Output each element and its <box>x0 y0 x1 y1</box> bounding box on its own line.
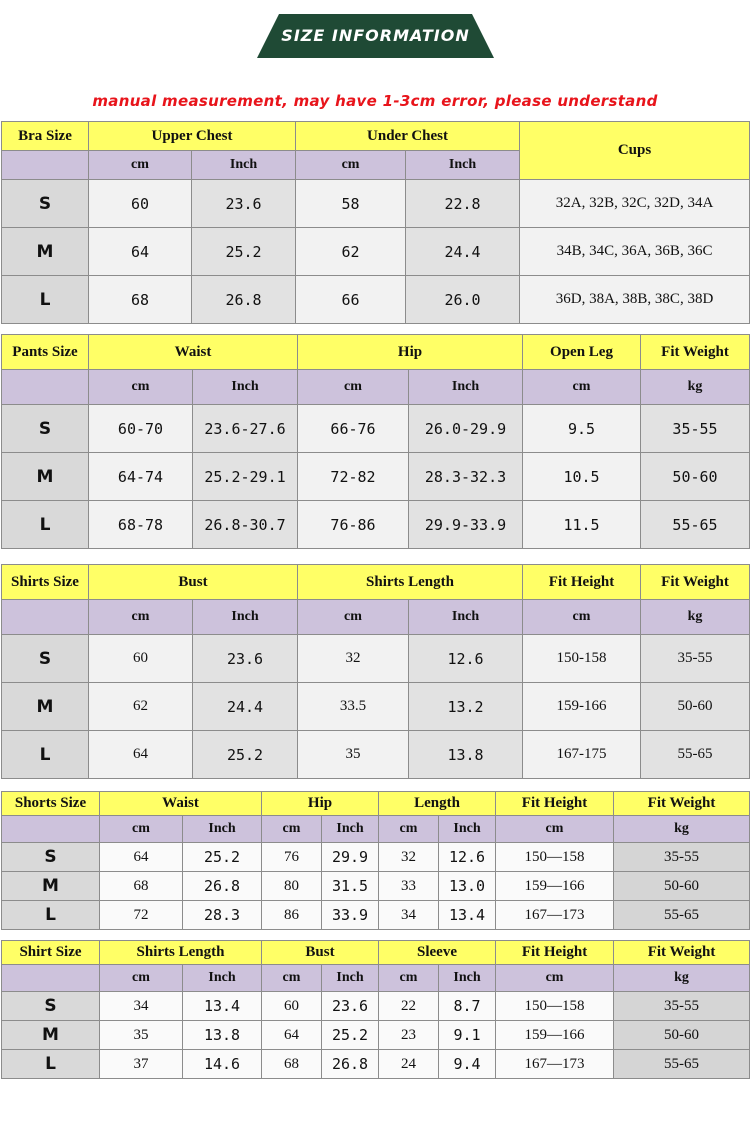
header-fit-weight: Fit Weight <box>641 335 750 370</box>
unit-cell: cm <box>296 151 406 180</box>
value-cell: 26.0-29.9 <box>409 405 523 453</box>
value-cell: 12.6 <box>439 843 496 872</box>
cups-cell: 32A, 32B, 32C, 32D, 34A <box>520 180 750 228</box>
value-cell: 32 <box>379 843 439 872</box>
value-cell: 60-70 <box>89 405 193 453</box>
value-cell: 34 <box>379 901 439 930</box>
unit-cell: cm <box>100 816 183 843</box>
value-cell: 25.2 <box>183 843 262 872</box>
value-cell: 13.4 <box>183 992 262 1021</box>
unit-cell: Inch <box>193 600 298 635</box>
size-label: S <box>2 180 89 228</box>
value-cell: 32 <box>298 635 409 683</box>
value-cell: 55-65 <box>614 1050 750 1079</box>
size-label: L <box>2 1050 100 1079</box>
header-waist: Waist <box>100 792 262 816</box>
unit-cell: cm <box>298 370 409 405</box>
unit-cell: cm <box>523 600 641 635</box>
value-cell: 13.8 <box>409 731 523 779</box>
unit-blank <box>2 816 100 843</box>
value-cell: 26.8-30.7 <box>193 501 298 549</box>
value-cell: 60 <box>262 992 322 1021</box>
value-cell: 29.9-33.9 <box>409 501 523 549</box>
value-cell: 23.6 <box>192 180 296 228</box>
value-cell: 159—166 <box>496 872 614 901</box>
unit-cell: cm <box>496 816 614 843</box>
header-fit-height: Fit Height <box>496 941 614 965</box>
header-shirts-size: Shirts Size <box>2 565 89 600</box>
value-cell: 68 <box>262 1050 322 1079</box>
table-row <box>2 843 750 872</box>
value-cell: 11.5 <box>523 501 641 549</box>
unit-cell: cm <box>262 816 322 843</box>
value-cell: 14.6 <box>183 1050 262 1079</box>
value-cell: 68 <box>89 276 192 324</box>
header-shirts-length: Shirts Length <box>298 565 523 600</box>
unit-blank <box>2 600 89 635</box>
table-row <box>2 635 750 683</box>
value-cell: 68-78 <box>89 501 193 549</box>
value-cell: 23 <box>379 1021 439 1050</box>
unit-cell: cm <box>100 965 183 992</box>
unit-cell: Inch <box>322 816 379 843</box>
value-cell: 55-65 <box>614 901 750 930</box>
value-cell: 9.4 <box>439 1050 496 1079</box>
header-cups: Cups <box>520 122 750 180</box>
value-cell: 35-55 <box>614 992 750 1021</box>
value-cell: 150—158 <box>496 843 614 872</box>
value-cell: 62 <box>89 683 193 731</box>
unit-cell: cm <box>89 600 193 635</box>
header-fit-weight: Fit Weight <box>614 792 750 816</box>
value-cell: 76-86 <box>298 501 409 549</box>
value-cell: 23.6-27.6 <box>193 405 298 453</box>
value-cell: 22 <box>379 992 439 1021</box>
table-row <box>2 872 750 901</box>
header-shirts-length: Shirts Length <box>100 941 262 965</box>
unit-cell: Inch <box>192 151 296 180</box>
table-row <box>2 180 750 228</box>
header-hip: Hip <box>298 335 523 370</box>
header-bust: Bust <box>89 565 298 600</box>
value-cell: 66-76 <box>298 405 409 453</box>
header-upper-chest: Upper Chest <box>89 122 296 151</box>
value-cell: 37 <box>100 1050 183 1079</box>
unit-cell: cm <box>379 965 439 992</box>
unit-cell: Inch <box>183 816 262 843</box>
value-cell: 64 <box>89 731 193 779</box>
header-fit-height: Fit Height <box>496 792 614 816</box>
value-cell: 72-82 <box>298 453 409 501</box>
value-cell: 64-74 <box>89 453 193 501</box>
unit-blank <box>2 965 100 992</box>
value-cell: 58 <box>296 180 406 228</box>
value-cell: 66 <box>296 276 406 324</box>
value-cell: 64 <box>100 843 183 872</box>
value-cell: 159-166 <box>523 683 641 731</box>
value-cell: 50-60 <box>641 453 750 501</box>
value-cell: 167—173 <box>496 1050 614 1079</box>
unit-cell: cm <box>89 370 193 405</box>
value-cell: 8.7 <box>439 992 496 1021</box>
table-row <box>2 992 750 1021</box>
header-under-chest: Under Chest <box>296 122 520 151</box>
value-cell: 60 <box>89 180 192 228</box>
value-cell: 150—158 <box>496 992 614 1021</box>
unit-cell: cm <box>298 600 409 635</box>
value-cell: 33.5 <box>298 683 409 731</box>
header-bust: Bust <box>262 941 379 965</box>
table-row <box>2 228 750 276</box>
unit-cell: cm <box>379 816 439 843</box>
size-label: M <box>2 872 100 901</box>
table-row <box>2 1021 750 1050</box>
unit-cell: cm <box>496 965 614 992</box>
header-pants-size: Pants Size <box>2 335 89 370</box>
value-cell: 167-175 <box>523 731 641 779</box>
value-cell: 22.8 <box>406 180 520 228</box>
value-cell: 13.4 <box>439 901 496 930</box>
value-cell: 24 <box>379 1050 439 1079</box>
value-cell: 31.5 <box>322 872 379 901</box>
value-cell: 34 <box>100 992 183 1021</box>
table-row <box>2 501 750 549</box>
value-cell: 35-55 <box>614 843 750 872</box>
value-cell: 55-65 <box>641 501 750 549</box>
value-cell: 26.8 <box>183 872 262 901</box>
unit-cell: Inch <box>439 965 496 992</box>
value-cell: 24.4 <box>193 683 298 731</box>
unit-cell: cm <box>262 965 322 992</box>
size-label: S <box>2 635 89 683</box>
unit-blank <box>2 370 89 405</box>
value-cell: 12.6 <box>409 635 523 683</box>
unit-cell: Inch <box>409 370 523 405</box>
value-cell: 62 <box>296 228 406 276</box>
header-fit-weight: Fit Weight <box>614 941 750 965</box>
size-label: L <box>2 276 89 324</box>
table-row <box>2 1050 750 1079</box>
size-label: S <box>2 992 100 1021</box>
value-cell: 9.1 <box>439 1021 496 1050</box>
table-row <box>2 405 750 453</box>
size-label: M <box>2 228 89 276</box>
bra-size-table <box>1 121 750 324</box>
value-cell: 64 <box>89 228 192 276</box>
value-cell: 50-60 <box>614 1021 750 1050</box>
value-cell: 9.5 <box>523 405 641 453</box>
value-cell: 28.3 <box>183 901 262 930</box>
value-cell: 86 <box>262 901 322 930</box>
value-cell: 60 <box>89 635 193 683</box>
unit-blank <box>2 151 89 180</box>
size-label: M <box>2 1021 100 1050</box>
size-information-banner <box>257 14 494 58</box>
unit-cell: kg <box>614 965 750 992</box>
value-cell: 23.6 <box>193 635 298 683</box>
value-cell: 26.8 <box>192 276 296 324</box>
value-cell: 26.8 <box>322 1050 379 1079</box>
header-open-leg: Open Leg <box>523 335 641 370</box>
unit-cell: kg <box>641 370 750 405</box>
value-cell: 13.2 <box>409 683 523 731</box>
banner-title: SIZE INFORMATION <box>281 26 470 45</box>
value-cell: 80 <box>262 872 322 901</box>
value-cell: 26.0 <box>406 276 520 324</box>
size-label: S <box>2 405 89 453</box>
unit-cell: Inch <box>439 816 496 843</box>
value-cell: 25.2 <box>193 731 298 779</box>
value-cell: 25.2-29.1 <box>193 453 298 501</box>
cups-cell: 36D, 38A, 38B, 38C, 38D <box>520 276 750 324</box>
value-cell: 13.8 <box>183 1021 262 1050</box>
table-row <box>2 453 750 501</box>
shirts-size-table <box>1 564 750 779</box>
unit-cell: Inch <box>322 965 379 992</box>
shorts-size-table <box>1 791 750 930</box>
header-shirt-size: Shirt Size <box>2 941 100 965</box>
size-label: S <box>2 843 100 872</box>
value-cell: 167—173 <box>496 901 614 930</box>
header-fit-weight: Fit Weight <box>641 565 750 600</box>
value-cell: 25.2 <box>322 1021 379 1050</box>
value-cell: 35 <box>100 1021 183 1050</box>
size-label: L <box>2 901 100 930</box>
value-cell: 68 <box>100 872 183 901</box>
unit-cell: cm <box>89 151 192 180</box>
value-cell: 35 <box>298 731 409 779</box>
header-fit-height: Fit Height <box>523 565 641 600</box>
value-cell: 35-55 <box>641 405 750 453</box>
header-hip: Hip <box>262 792 379 816</box>
size-label: L <box>2 501 89 549</box>
size-label: L <box>2 731 89 779</box>
unit-cell: Inch <box>193 370 298 405</box>
value-cell: 64 <box>262 1021 322 1050</box>
unit-cell: cm <box>523 370 641 405</box>
value-cell: 23.6 <box>322 992 379 1021</box>
value-cell: 159—166 <box>496 1021 614 1050</box>
value-cell: 33 <box>379 872 439 901</box>
header-length: Length <box>379 792 496 816</box>
banner <box>0 14 750 58</box>
unit-cell: kg <box>641 600 750 635</box>
unit-cell: Inch <box>406 151 520 180</box>
unit-cell: Inch <box>409 600 523 635</box>
size-label: M <box>2 453 89 501</box>
value-cell: 25.2 <box>192 228 296 276</box>
value-cell: 29.9 <box>322 843 379 872</box>
value-cell: 35-55 <box>641 635 750 683</box>
value-cell: 55-65 <box>641 731 750 779</box>
table-row <box>2 276 750 324</box>
header-shorts-size: Shorts Size <box>2 792 100 816</box>
measurement-note: manual measurement, may have 1-3cm error, please understand <box>92 92 658 110</box>
value-cell: 33.9 <box>322 901 379 930</box>
value-cell: 10.5 <box>523 453 641 501</box>
table-row <box>2 683 750 731</box>
cups-cell: 34B, 34C, 36A, 36B, 36C <box>520 228 750 276</box>
value-cell: 72 <box>100 901 183 930</box>
value-cell: 28.3-32.3 <box>409 453 523 501</box>
table-row <box>2 731 750 779</box>
value-cell: 150-158 <box>523 635 641 683</box>
header-waist: Waist <box>89 335 298 370</box>
size-label: M <box>2 683 89 731</box>
value-cell: 24.4 <box>406 228 520 276</box>
value-cell: 76 <box>262 843 322 872</box>
value-cell: 13.0 <box>439 872 496 901</box>
table-row <box>2 901 750 930</box>
shirt-size-table <box>1 940 750 1079</box>
value-cell: 50-60 <box>641 683 750 731</box>
header-sleeve: Sleeve <box>379 941 496 965</box>
unit-cell: Inch <box>183 965 262 992</box>
value-cell: 50-60 <box>614 872 750 901</box>
unit-cell: kg <box>614 816 750 843</box>
header-bra-size: Bra Size <box>2 122 89 151</box>
pants-size-table <box>1 334 750 549</box>
